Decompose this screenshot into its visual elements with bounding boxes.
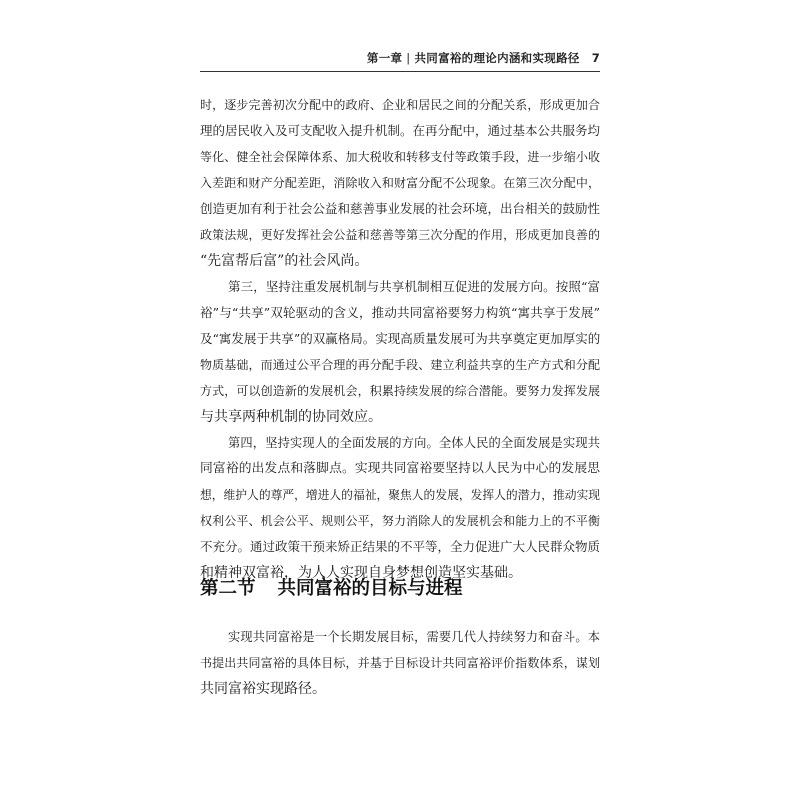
text-line: 裕”与“共享”双轮驱动的含义，推动共同富裕要努力构筑“寓共享于发展” bbox=[200, 305, 600, 320]
text-line: 权利公平、机会公平、规则公平，努力消除人的发展机会和能力上的不平衡 bbox=[200, 514, 600, 528]
paragraph bbox=[200, 274, 600, 430]
text-line: 共同富裕实现路径。 bbox=[200, 681, 326, 697]
header-separator: | bbox=[406, 51, 411, 65]
text-line: 和精神双富裕，为人人实现自身梦想创造坚实基础。 bbox=[200, 565, 522, 581]
body-text bbox=[200, 92, 600, 586]
text-line: 实现共同富裕是一个长期发展目标，需要几代人持续努力和奋斗。本 bbox=[228, 630, 600, 644]
section-intro bbox=[200, 624, 600, 702]
section-title: 共同富裕的目标与进程 bbox=[277, 578, 463, 599]
text-line: 理的居民收入及可支配收入提升机制。在再分配中，通过基本公共服务均 bbox=[200, 123, 601, 138]
text-line: 及“寓发展于共享”的双赢格局。实现高质量发展可为共享奠定更加厚实的 bbox=[200, 331, 601, 346]
paragraph bbox=[200, 92, 600, 274]
running-header bbox=[200, 50, 600, 72]
text-line: 不充分。通过政策干预来矫正结果的不平等，全力促进广大人民群众物质 bbox=[200, 539, 601, 554]
text-line: 方式，可以创造新的发展机会，积累持续发展的综合潜能。要努力发挥发展 bbox=[200, 384, 600, 398]
text-line: 时，逐步完善初次分配中的政府、企业和居民之间的分配关系，形成更加合 bbox=[200, 98, 600, 112]
text-line: 入差距和财产分配差距，消除收入和财富分配不公现象。在第三次分配中， bbox=[200, 176, 600, 190]
section-heading bbox=[200, 574, 600, 604]
chapter-label: 第一章 bbox=[366, 51, 403, 65]
section-number: 第二节 bbox=[200, 578, 256, 599]
chapter-title: 共同富裕的理论内涵和实现路径 bbox=[414, 51, 580, 65]
text-line: 创造更加有利于社会公益和慈善事业发展的社会环境，出台相关的鼓励性 bbox=[200, 201, 601, 216]
paragraph bbox=[200, 624, 600, 702]
text-line: 书提出共同富裕的具体目标，并基于目标设计共同富裕评价指数体系，谋划 bbox=[200, 656, 600, 670]
paragraph bbox=[200, 430, 600, 586]
text-line: 政策法规，更好发挥社会公益和慈善等第三次分配的作用，形成更加良善的 bbox=[200, 228, 600, 242]
header-rule bbox=[200, 71, 600, 72]
text-line: 第三，坚持注重发展机制与共享机制相互促进的发展方向。按照“富 bbox=[228, 279, 600, 294]
page-number: 7 bbox=[591, 51, 600, 65]
text-line: 想，维护人的尊严，增进人的福祉，聚焦人的发展，发挥人的潜力，推动实现 bbox=[200, 488, 600, 502]
text-line: 同富裕的出发点和落脚点。实现共同富裕要坚持以人民为中心的发展思 bbox=[200, 461, 600, 476]
text-line: 物质基础，而通过公平合理的再分配手段、建立利益共享的生产方式和分配 bbox=[200, 358, 600, 372]
text-line: “先富帮后富”的社会风尚。 bbox=[200, 253, 369, 269]
text-line: 第四，坚持实现人的全面发展的方向。全体人民的全面发展是实现共 bbox=[228, 436, 600, 450]
text-line: 等化、健全社会保障体系、加大税收和转移支付等政策手段，进一步缩小收 bbox=[200, 150, 600, 164]
running-header-text bbox=[367, 50, 600, 66]
text-line: 与共享两种机制的协同效应。 bbox=[200, 409, 382, 425]
